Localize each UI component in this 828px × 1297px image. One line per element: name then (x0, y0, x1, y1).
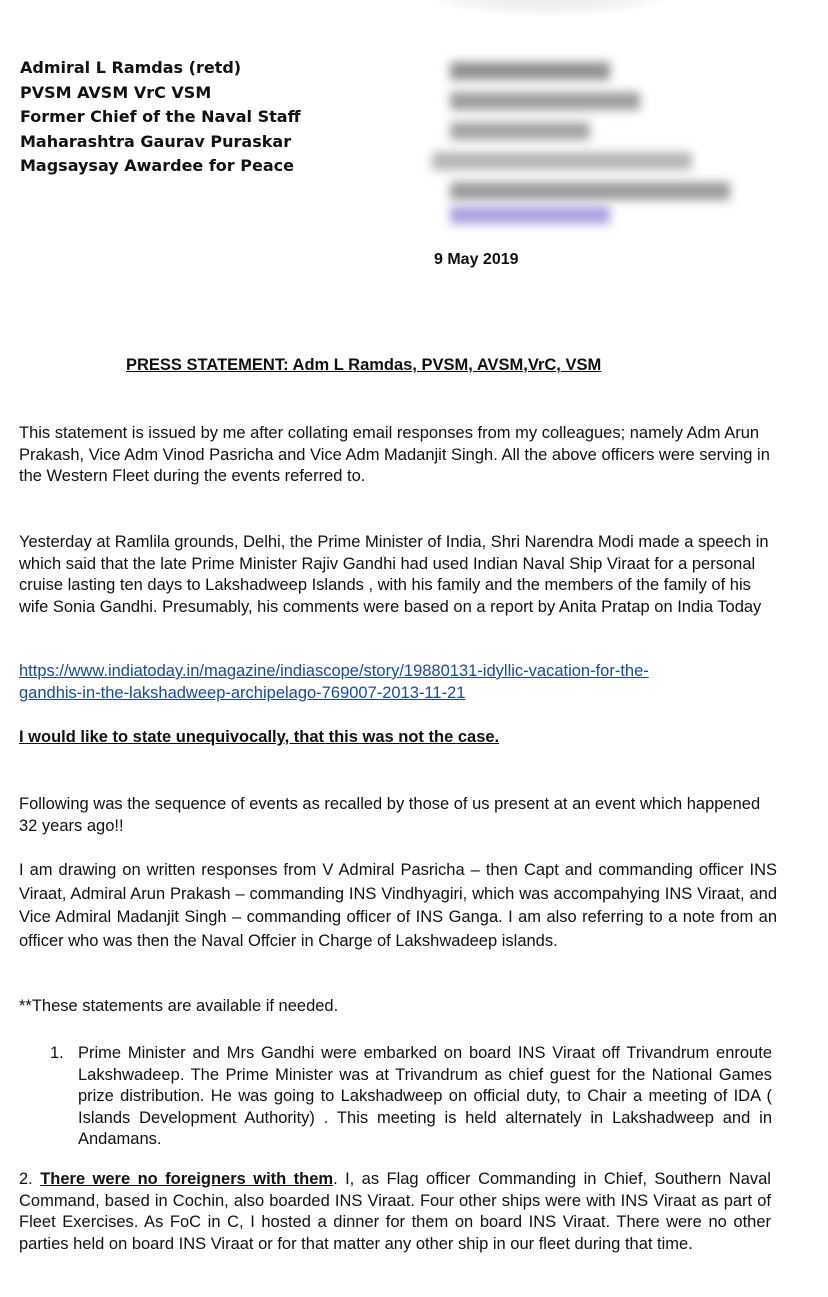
sender-award-1: Maharashtra Gaurav Puraskar (20, 131, 292, 151)
paragraph-background: Yesterday at Ramlila grounds, Delhi, the Prime Minister of India, Shri Narendra Modi made a speech in which said that the late Prime Minister Rajiv Gandhi had used Indian Naval Ship Viraat for a personal cruise lasting ten days to Lakshadweep Islands , with his family and the members of the family of his wife Sonia Gandhi. Presumably, his comments were based on a report by Anita Pratap on India Today (19, 533, 769, 616)
link-line-1[interactable]: https://www.indiatoday.in/magazine/indiascope/story/19880131-idyllic-vacation-for-the- (19, 662, 649, 680)
sender-former-title: Former Chief of the Naval Staff (20, 107, 301, 126)
india-today-link[interactable] (19, 661, 777, 704)
sender-decorations: PVSM AVSM VrC VSM (20, 82, 212, 102)
point-two-heading: There were no foreigners with them (40, 1170, 334, 1188)
point-two (19, 1169, 771, 1255)
letter-date: 9 May 2019 (434, 251, 519, 268)
list-item (50, 1043, 772, 1151)
sender-award-2: Magsaysay Awardee for Peace (20, 156, 294, 175)
scan-shadow (430, 0, 670, 16)
press-statement-heading: PRESS STATEMENT: Adm L Ramdas, PVSM, AVSM,VrC, VSM (126, 356, 602, 374)
list-item-text: Prime Minister and Mrs Gandhi were embarked on board INS Viraat off Trivandrum enroute Lakshwadeep. The Prime Minister was at Trivandrum as chief guest for the National Games prize distribution. He was going to Lakshadweep on official duty, to Chair a meeting of IDA ( Islands Development Authority) . This meeting is held alternately in Lakshadweep and in Andamans. (78, 1044, 772, 1148)
paragraph-intro: This statement is issued by me after collating email responses from my colleagues; namely Adm Arun Prakash, Vice Adm Vinod Pasricha and Vice Adm Madanjit Singh. All the above officers were serving in the Western Fleet during the events referred to. (19, 424, 770, 485)
sender-name: Admiral L Ramdas (retd) (20, 58, 242, 77)
point-two-number: 2. (19, 1170, 33, 1188)
point-two-text: . I, as Flag officer Commanding in Chief, Southern Naval Command, based in Cochin, also boarded INS Viraat. Four other ships were with INS Viraat as part of Fleet Exercises. As FoC in C, I hosted a dinner for them on board INS Viraat. There were no other parties held on board INS Viraat or for that matter any other ship in our fleet during that time. (19, 1170, 771, 1253)
paragraph-sources: I am drawing on written responses from V Admiral Pasricha – then Capt and commanding officer INS Viraat, Admiral Arun Prakash – commanding INS Vindhyagiri, which was accompahying INS Viraat, and Vice Admiral Madanjit Singh – commanding officer of INS Ganga. I am also referring to a note from an officer who was then the Naval Offcier in Charge of Lakshwadeep islands. (19, 861, 777, 950)
paragraph-sequence: Following was the sequence of events as recalled by those of us present at an event which happened 32 years ago!! (19, 795, 761, 835)
paragraph-availability: **These statements are available if needed. (19, 997, 339, 1015)
link-line-2[interactable]: gandhis-in-the-lakshadweep-archipelago-769007-2013-11-21 (19, 683, 466, 702)
sender-block (20, 56, 301, 179)
denial-statement: I would like to state unequivocally, that this was not the case. (19, 728, 500, 746)
list-item-number: 1. (50, 1044, 64, 1062)
redacted-address-block (428, 58, 728, 238)
